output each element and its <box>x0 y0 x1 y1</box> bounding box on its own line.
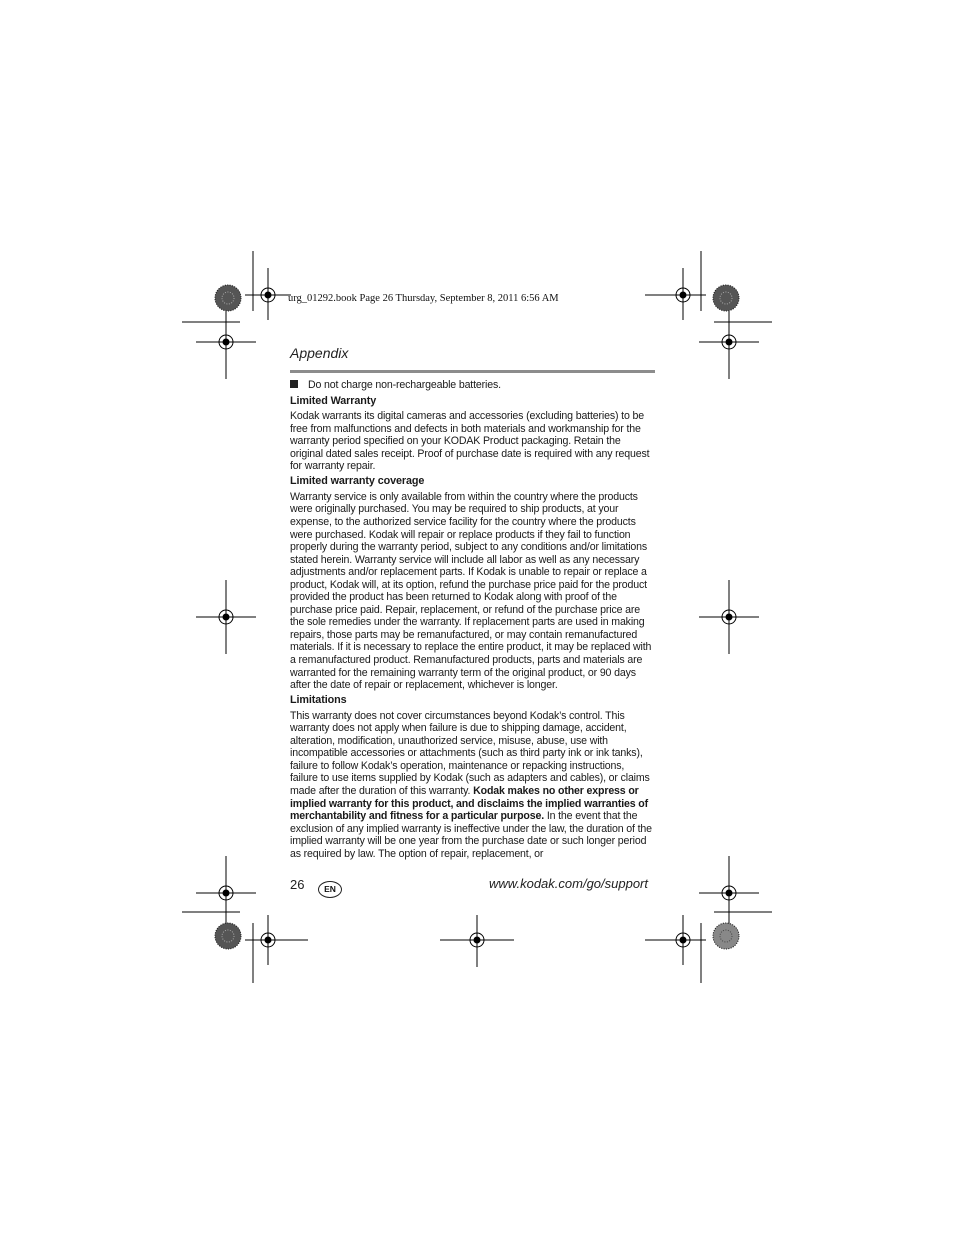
limited-warranty-body: Kodak warrants its digital cameras and accessories (excluding batteries) to be free from malfunctions and defects in both materials and workmanship for the warranty period specified on your KODAK Product packaging. Retain the original dated sales receipt. Proof of purchase date is required with any request for warranty repair. <box>290 410 650 473</box>
bullet-item <box>290 379 654 392</box>
limitations-disclaimer: Kodak makes no other express or implied warranty for this product, and disclaims the implied warranties of merchantability and fitness for a particular purpose. <box>290 784 648 823</box>
limitations-text-end: In the event that the exclusion of any implied warranty is ineffective under the law, the duration of the implied warranty will be one year from the purchase date or such longer period as required by law. The option of repair, replacement, or <box>290 810 652 860</box>
page-number: 26 <box>290 877 305 892</box>
square-bullet-icon <box>290 380 298 388</box>
coverage-heading: Limited warranty coverage <box>290 475 425 488</box>
registration-target-icon <box>645 915 706 965</box>
starburst-dial-icon <box>215 285 241 311</box>
section-title: Appendix <box>290 345 349 361</box>
language-badge: EN <box>318 881 342 898</box>
limited-warranty-heading: Limited Warranty <box>290 394 377 407</box>
registration-target-icon <box>245 915 308 965</box>
limitations-body <box>290 710 654 861</box>
page-body <box>290 379 654 863</box>
registration-target-icon <box>645 268 706 320</box>
starburst-dial-icon <box>215 923 241 949</box>
header-rule <box>290 370 655 373</box>
limitations-text-start: This warranty does not cover circumstances beyond Kodak’s control. This warranty does not apply when failure is due to shipping damage, accident, alteration, modification, unauthorized service, misuse, abuse, use with incompatible accessories or attachments (such as third party ink or ink tanks), failure to follow Kodak’s operation, maintenance or repacking instructions, failure to use items supplied by Kodak (such as adapters and cables), or claims made after the duration of this warranty. <box>290 709 650 797</box>
print-slug: urg_01292.book Page 26 Thursday, September 8, 2011 6:56 AM <box>288 293 559 304</box>
starburst-dial-icon <box>713 923 739 949</box>
bullet-text: Do not charge non-rechargeable batteries. <box>308 379 501 391</box>
support-url[interactable]: www.kodak.com/go/support <box>489 876 648 891</box>
starburst-dial-icon <box>713 285 739 311</box>
coverage-body: Warranty service is only available from within the country where the products were originally purchased. You may be required to ship products, at your expense, to the authorized service facility for the country where the products were purchased. Kodak will repair or replace products if they fail to function properly during the warranty period, subject to any conditions and/or limitations stated herein. Warranty service will include all labor as well as any necessary adjustments and/or replacement parts. If Kodak is unable to repair or replace a product, Kodak will, at its option, refund the purchase price paid for the product provided the product has been returned to Kodak along with proof of the purchase price paid. Repair, replacement, or refund of the purchase price are the sole remedies under the warranty. If replacement parts are used in making repairs, those parts may be remanufactured, or may contain remanufactured materials. If it is necessary to replace the entire product, it may be replaced with a remanufactured product. Remanufactured products, parts and materials are warranted for the remaining warranty term of the original product, or 90 days after the date of repair or replacement, whichever is longer. <box>290 490 652 692</box>
limitations-heading: Limitations <box>290 694 347 707</box>
